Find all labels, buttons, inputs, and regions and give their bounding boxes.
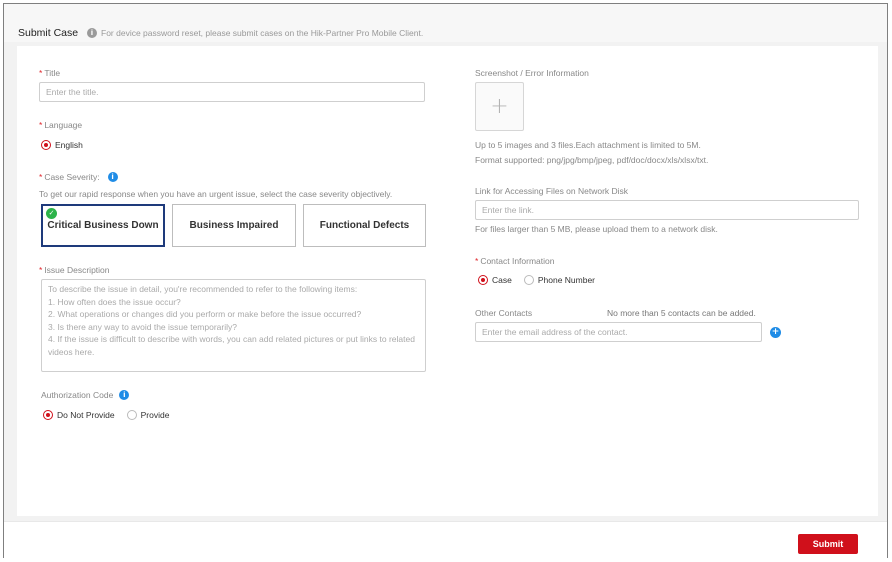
radio-selected-icon bbox=[41, 140, 51, 150]
severity-hint: To get our rapid response when you have an urgent issue, select the case severity objectively. bbox=[39, 189, 393, 199]
severity-info-icon[interactable]: i bbox=[108, 172, 118, 182]
info-icon: i bbox=[87, 28, 97, 38]
auth-radio-group bbox=[43, 410, 181, 420]
page-title: Submit Case bbox=[18, 27, 79, 39]
contact-radio-group bbox=[478, 275, 607, 285]
page-header bbox=[4, 4, 887, 42]
radio-selected-icon bbox=[478, 275, 488, 285]
screenshot-label: Screenshot / Error Information bbox=[475, 68, 589, 78]
issue-description-textarea[interactable] bbox=[41, 279, 426, 372]
severity-impaired-button[interactable]: Business Impaired bbox=[172, 204, 296, 247]
page-frame bbox=[3, 3, 888, 558]
language-radio-group bbox=[41, 140, 95, 150]
radio-unselected-icon bbox=[524, 275, 534, 285]
network-note: For files larger than 5 MB, please upload them to a network disk. bbox=[475, 224, 718, 234]
severity-functional-button[interactable]: Functional Defects bbox=[303, 204, 426, 247]
submit-button[interactable]: Submit bbox=[798, 534, 858, 554]
other-contacts-label: Other Contacts bbox=[475, 308, 533, 318]
radio-unselected-icon bbox=[127, 410, 137, 420]
auth-label: Authorization Code i bbox=[41, 390, 129, 400]
upload-note-format: Format supported: png/jpg/bmp/jpeg, pdf/doc/docx/xls/xlsx/txt. bbox=[475, 155, 709, 165]
check-icon: ✓ bbox=[46, 208, 57, 219]
page-footer bbox=[4, 521, 887, 558]
plus-icon: + bbox=[490, 94, 509, 119]
issue-label: * Issue Description bbox=[39, 265, 110, 275]
title-input[interactable] bbox=[39, 82, 425, 102]
contact-label: * Contact Information bbox=[475, 256, 555, 266]
auth-info-icon[interactable]: i bbox=[119, 390, 129, 400]
network-label: Link for Accessing Files on Network Disk bbox=[475, 186, 629, 196]
network-link-input[interactable] bbox=[475, 200, 859, 220]
language-label: * Language bbox=[39, 120, 83, 130]
radio-selected-icon bbox=[43, 410, 53, 420]
contact-option-case[interactable]: Case bbox=[478, 275, 512, 285]
title-label: * Title bbox=[39, 68, 61, 78]
contact-option-phone[interactable]: Phone Number bbox=[524, 275, 595, 285]
upload-note-limit: Up to 5 images and 3 files.Each attachment is limited to 5M. bbox=[475, 140, 701, 150]
other-contacts-limit: No more than 5 contacts can be added. bbox=[607, 308, 756, 318]
auth-option-do-not-provide[interactable]: Do Not Provide bbox=[43, 410, 115, 420]
severity-critical-button[interactable]: ✓ Critical Business Down bbox=[41, 204, 165, 247]
add-contact-icon[interactable]: + bbox=[771, 327, 780, 337]
form-card bbox=[17, 46, 878, 516]
header-hint: For device password reset, please submit cases on the Hik-Partner Pro Mobile Client. bbox=[101, 28, 424, 38]
auth-option-provide[interactable]: Provide bbox=[127, 410, 170, 420]
upload-button[interactable] bbox=[475, 82, 524, 131]
language-option-english[interactable]: English bbox=[41, 140, 83, 150]
other-contact-email-input[interactable] bbox=[475, 322, 762, 342]
severity-label: * Case Severity: i bbox=[39, 172, 118, 182]
